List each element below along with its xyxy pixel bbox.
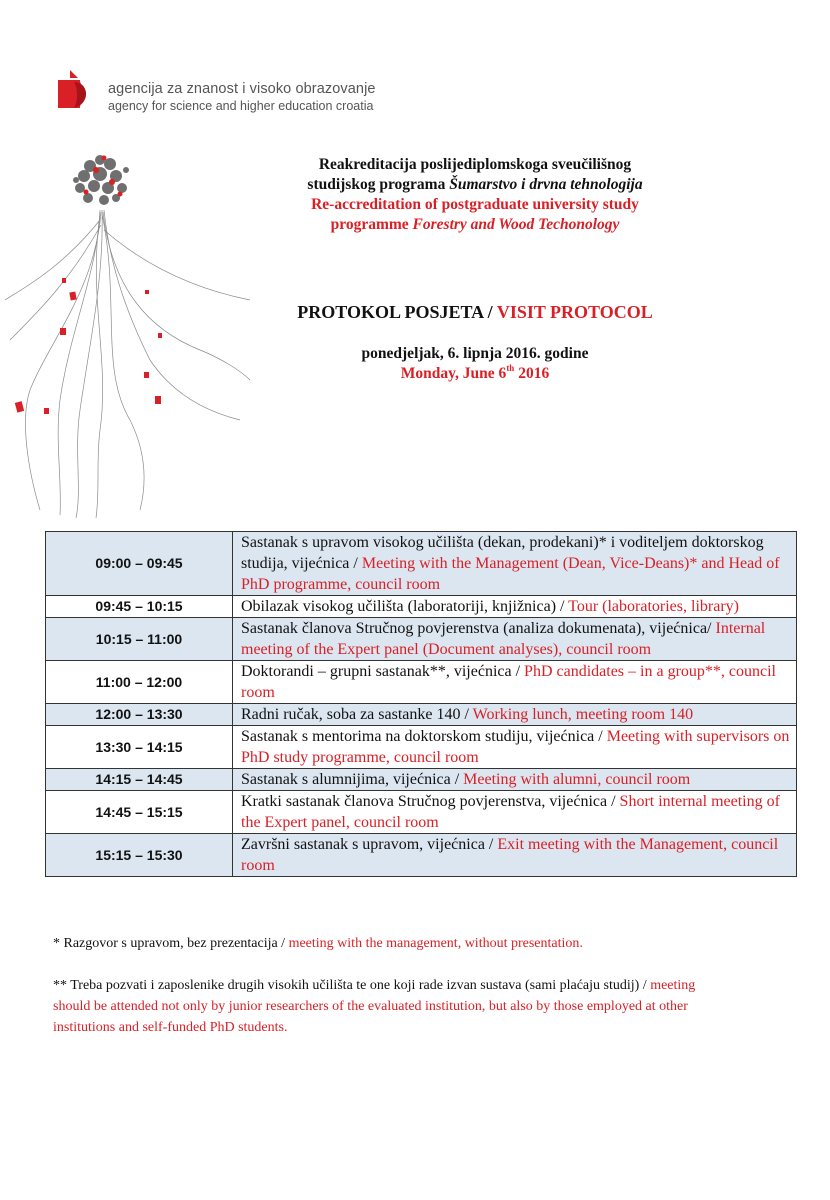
title-en-prefix: programme — [330, 216, 413, 233]
activity-hr: Radni ručak, soba za sastanke 140 / — [241, 706, 473, 723]
tree-illustration — [0, 140, 260, 520]
date-hr: ponedjeljak, 6. lipnja 2016. godine — [361, 345, 589, 362]
activity-description — [233, 596, 797, 618]
footnote-2-en: meeting should be attended not only by junior researchers of the evaluated institution, but also by those employed at other institutions and self-funded PhD students. — [53, 978, 696, 1035]
table-row — [46, 532, 797, 596]
table-row — [46, 704, 797, 726]
protocol-hr: PROTOKOL POSJETA / — [297, 302, 497, 322]
activity-hr: Sastanak s alumnijima, vijećnica / — [241, 771, 464, 788]
activity-en: Meeting with the Management (Dean, Vice-Deans)* and Head of PhD programme, council room — [241, 555, 780, 593]
table-row — [46, 596, 797, 618]
activity-description — [233, 661, 797, 704]
table-row — [46, 618, 797, 661]
footnote-1 — [53, 933, 733, 954]
activity-hr: Sastanak s mentorima na doktorskom studiju, vijećnica / — [241, 728, 607, 745]
visit-date — [240, 344, 710, 384]
activity-hr: Sastanak članova Stručnog povjerenstva (analiza dokumenata), vijećnica/ — [241, 620, 716, 637]
footnote-1-en: meeting with the management, without presentation. — [288, 936, 583, 951]
time-slot: 10:15 – 11:00 — [46, 618, 233, 661]
table-row — [46, 769, 797, 791]
title-hr-prefix: studijskog programa — [307, 176, 450, 193]
activity-description — [233, 769, 797, 791]
agency-logo-icon — [56, 68, 96, 120]
activity-description — [233, 834, 797, 877]
title-hr-programme: Šumarstvo i drvna tehnologija — [449, 176, 643, 193]
activity-description — [233, 704, 797, 726]
title-en-line2 — [240, 215, 710, 235]
activity-en: Tour (laboratories, library) — [568, 598, 739, 615]
activity-en: Exit meeting with the Management, council room — [241, 836, 779, 874]
title-hr-line2 — [240, 175, 710, 195]
activity-hr: Završni sastanak s upravom, vijećnica / — [241, 836, 498, 853]
footnote-1-hr: * Razgovor s upravom, bez prezentacija / — [53, 936, 289, 951]
activity-en: Meeting with supervisors on PhD study programme, council room — [241, 728, 790, 766]
time-slot: 09:45 – 10:15 — [46, 596, 233, 618]
activity-description — [233, 618, 797, 661]
activity-hr: Kratki sastanak članova Stručnog povjerenstva, vijećnica / — [241, 793, 620, 810]
activity-en: Short internal meeting of the Expert panel, council room — [241, 793, 780, 831]
footnote-2-hr: ** Treba pozvati i zaposlenike drugih visokih učilišta te one koji rade izvan sustava (sami plaćaju studij) / — [53, 978, 651, 993]
time-slot: 11:00 – 12:00 — [46, 661, 233, 704]
table-row — [46, 726, 797, 769]
activity-hr: Doktorandi – grupni sastanak**, vijećnica / — [241, 663, 525, 680]
date-en — [240, 364, 710, 384]
agency-name — [108, 80, 376, 115]
time-slot: 13:30 – 14:15 — [46, 726, 233, 769]
table-row — [46, 661, 797, 704]
activity-hr: Sastanak s upravom visokog učilišta (dekan, prodekani)* i voditeljem doktorskog studija, vijećnica / — [241, 534, 764, 572]
activity-en: Internal meeting of the Expert panel (Document analyses), council room — [241, 620, 766, 658]
title-en-line1: Re-accreditation of postgraduate university study — [311, 196, 639, 213]
title-hr-line1: Reakreditacija poslijediplomskoga sveučilišnog — [318, 156, 632, 173]
protocol-en: VISIT PROTOCOL — [496, 302, 653, 322]
time-slot: 09:00 – 09:45 — [46, 532, 233, 596]
activity-en: Working lunch, meeting room 140 — [472, 706, 694, 723]
date-en-prefix: Monday, June 6 — [400, 365, 507, 382]
time-slot: 12:00 – 13:30 — [46, 704, 233, 726]
time-slot: 15:15 – 15:30 — [46, 834, 233, 877]
table-row — [46, 791, 797, 834]
activity-hr: Obilazak visokog učilišta (laboratoriji, knjižnica) / — [241, 598, 569, 615]
title-en-programme: Forestry and Wood Techonology — [412, 216, 620, 233]
activity-description — [233, 791, 797, 834]
activity-en: Meeting with alumni, council room — [463, 771, 691, 788]
protocol-heading — [240, 301, 710, 323]
agency-name-hr: agencija za znanost i visoko obrazovanje — [108, 81, 376, 97]
activity-description — [233, 532, 797, 596]
time-slot: 14:15 – 14:45 — [46, 769, 233, 791]
footnote-2 — [53, 975, 733, 1038]
date-en-suffix: 2016 — [514, 365, 550, 382]
activity-description — [233, 726, 797, 769]
schedule-table — [45, 531, 797, 877]
date-en-sup: th — [506, 362, 515, 373]
agency-name-en: agency for science and higher education croatia — [108, 99, 374, 113]
table-row — [46, 834, 797, 877]
activity-en: PhD candidates – in a group**, council room — [241, 663, 776, 701]
programme-title — [240, 155, 710, 235]
time-slot: 14:45 – 15:15 — [46, 791, 233, 834]
